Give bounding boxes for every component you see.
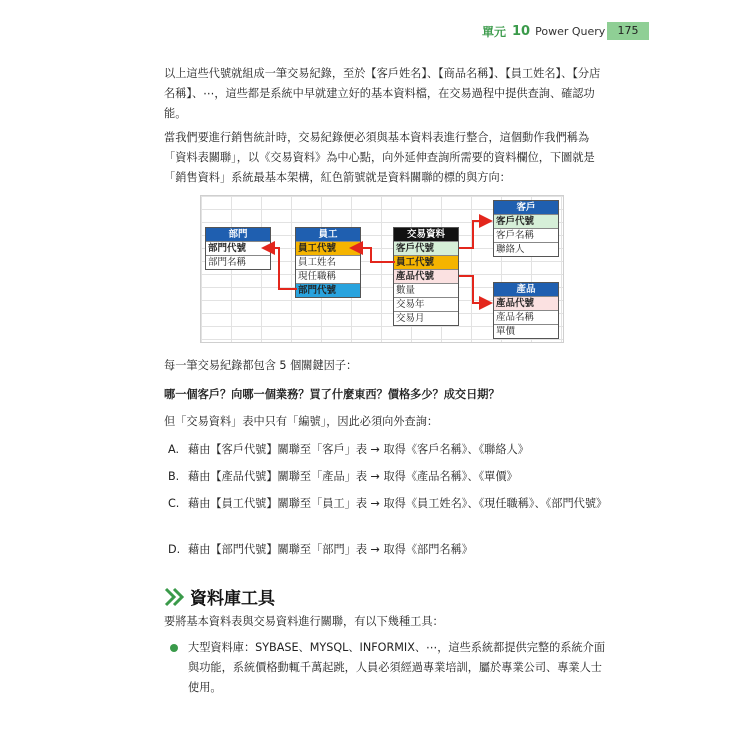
section-heading xyxy=(164,584,275,609)
product-field: 產品名稱 xyxy=(494,310,558,324)
transaction-fk-field: 產品代號 xyxy=(394,269,458,283)
product-field: 單價 xyxy=(494,324,558,338)
customer-table-title: 客戶 xyxy=(494,201,558,214)
transaction-field: 交易年 xyxy=(394,297,458,311)
list-marker: B. xyxy=(168,470,180,483)
running-header xyxy=(482,22,605,40)
bullet-text: 大型資料庫：SYBASE、MYSQL、INFORMIX、⋯，這些系統都提供完整的系統介面與功能，系統價格動輒千萬起跳，人員必須經過專業培訓，屬於專業公司、專業人士使用。 xyxy=(188,641,606,694)
arrow-to-customer xyxy=(459,221,491,248)
paragraph-questions: 哪一個客戶？向哪一個業務？買了什麼東西？價格多少？成交日期？ xyxy=(164,388,500,401)
relationship-diagram xyxy=(200,195,564,343)
employee-table-title: 員工 xyxy=(296,228,360,241)
transaction-fk-field: 員工代號 xyxy=(394,255,458,269)
department-table xyxy=(205,227,271,270)
paragraph-lookup: 但「交易資料」表中只有「編號」，因此必須向外查詢： xyxy=(164,415,439,428)
list-text: 藉由【客戶代號】關聯至「客戶」表 → 取得《客戶名稱》、《聯絡人》 xyxy=(188,443,529,456)
chapter-label: 單元 xyxy=(482,24,507,39)
list-marker: D. xyxy=(168,543,181,556)
employee-table xyxy=(295,227,361,298)
page-number: 175 xyxy=(607,22,649,40)
product-key-field: 產品代號 xyxy=(494,296,558,310)
paragraph-relation: 當我們要進行銷售統計時，交易紀錄便必須與基本資料表進行整合，這個動作我們稱為「資料表關聯」，以《交易資料》為中心點，向外延伸查詢所需要的資料欄位，下圖就是「銷售資料」系統最基本架構，紅色箭號就是資料關聯的標的與方向： xyxy=(164,131,595,184)
transaction-fk-field: 客戶代號 xyxy=(394,241,458,255)
list-text: 藉由【產品代號】關聯至「產品」表 → 取得《產品名稱》、《單價》 xyxy=(188,470,518,483)
customer-field: 聯絡人 xyxy=(494,242,558,256)
department-table-title: 部門 xyxy=(206,228,270,241)
paragraph-factors: 每一筆交易紀錄都包含 5 個關鍵因子： xyxy=(164,359,358,372)
list-marker: A. xyxy=(168,443,180,456)
list-text: 藉由【員工代號】關聯至「員工」表 → 取得《員工姓名》、《現任職稱》、《部門代號》 xyxy=(188,497,608,510)
transaction-table-title: 交易資料 xyxy=(394,228,458,241)
transaction-field: 交易月 xyxy=(394,311,458,325)
department-field: 部門名稱 xyxy=(206,255,270,269)
bullet-dot xyxy=(170,644,178,652)
section-title: 資料庫工具 xyxy=(190,589,275,609)
section-intro: 要將基本資料表與交易資料進行關聯，有以下幾種工具： xyxy=(164,615,444,628)
arrow-to-product xyxy=(459,276,491,303)
paragraph-intro: 以上這些代號就組成一筆交易紀錄，至於【客戶姓名】、【商品名稱】、【員工姓名】、【分店名稱】、⋯，這些都是系統中早就建立好的基本資料檔，在交易過程中提供查詢、確認功能。 xyxy=(164,67,601,120)
employee-field: 員工姓名 xyxy=(296,255,360,269)
department-key-field: 部門代號 xyxy=(206,241,270,255)
product-table xyxy=(493,282,559,339)
employee-fk-field: 部門代號 xyxy=(296,283,360,297)
double-chevron-right-icon xyxy=(164,587,186,607)
customer-table xyxy=(493,200,559,257)
product-table-title: 產品 xyxy=(494,283,558,296)
transaction-table xyxy=(393,227,459,326)
customer-field: 客戶名稱 xyxy=(494,228,558,242)
chapter-title: Power Query xyxy=(535,24,606,38)
list-marker: C. xyxy=(168,497,180,510)
transaction-field: 數量 xyxy=(394,283,458,297)
employee-field: 現任職稱 xyxy=(296,269,360,283)
list-text: 藉由【部門代號】關聯至「部門」表 → 取得《部門名稱》 xyxy=(188,543,473,556)
customer-key-field: 客戶代號 xyxy=(494,214,558,228)
chapter-number: 10 xyxy=(512,23,531,39)
employee-key-field: 員工代號 xyxy=(296,241,360,255)
